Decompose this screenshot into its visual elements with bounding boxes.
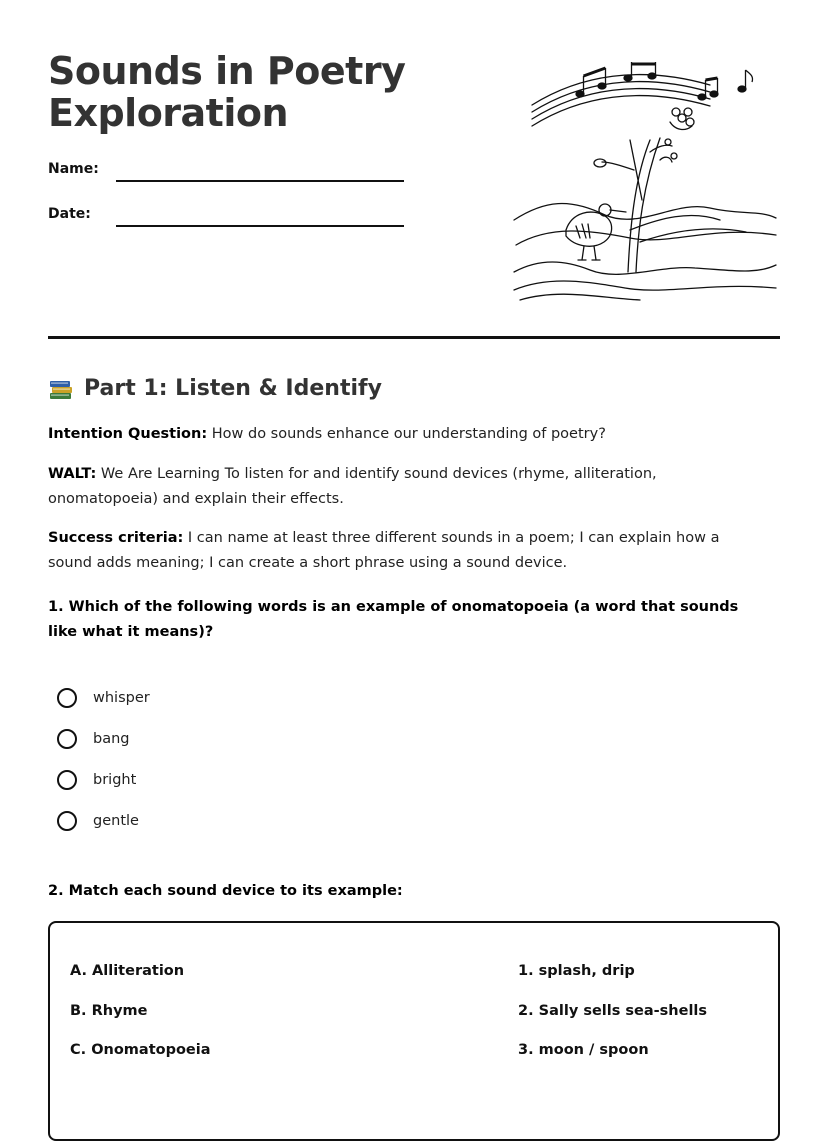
radio-button[interactable] [57, 729, 77, 749]
walt-label: WALT: [48, 466, 97, 482]
worksheet-title: Sounds in Poetry Exploration [48, 49, 406, 135]
question-2: 2. Match each sound device to its example: [48, 883, 403, 899]
device-onomatopoeia: C. Onomatopoeia [70, 1042, 211, 1058]
date-field[interactable] [48, 205, 408, 229]
bird-music-illustration [510, 60, 780, 310]
part1-heading-text: Part 1: Listen & Identify [84, 376, 382, 401]
intention-text: How do sounds enhance our understanding of poetry? [211, 426, 606, 442]
device-rhyme: B. Rhyme [70, 1003, 148, 1019]
name-label: Name: [48, 161, 99, 177]
matching-box [48, 921, 780, 1141]
success-text: I can name at least three different sounds in a poem; I can explain how a sound adds meaning; I can create a short phrase using a sound device. [48, 530, 720, 571]
example-sally-sells: 2. Sally sells sea-shells [518, 1003, 708, 1019]
date-label: Date: [48, 206, 91, 222]
device-alliteration: A. Alliteration [70, 963, 185, 979]
name-field[interactable] [48, 160, 408, 184]
part1-heading [48, 373, 382, 405]
date-line[interactable] [116, 225, 404, 227]
radio-button[interactable] [57, 811, 77, 831]
success-criteria [48, 526, 768, 576]
q1-option-whisper[interactable] [57, 685, 150, 711]
radio-button[interactable] [57, 688, 77, 708]
intention-question [48, 422, 768, 447]
option-label: bright [93, 772, 137, 788]
option-label: gentle [93, 813, 139, 829]
name-line[interactable] [116, 180, 404, 182]
radio-button[interactable] [57, 770, 77, 790]
books-icon [48, 376, 74, 402]
section-divider [48, 336, 780, 339]
example-moon-spoon: 3. moon / spoon [518, 1042, 649, 1058]
q1-option-bright[interactable] [57, 767, 136, 793]
walt-statement [48, 462, 768, 512]
example-splash-drip: 1. splash, drip [518, 963, 635, 979]
question-1: 1. Which of the following words is an example of onomatopoeia (a word that sounds like what it means)? [48, 599, 739, 640]
option-label: bang [93, 731, 130, 747]
success-label: Success criteria: [48, 530, 184, 546]
intention-label: Intention Question: [48, 426, 208, 442]
walt-text: We Are Learning To listen for and identify sound devices (rhyme, alliteration, onomatopoeia) and explain their effects. [48, 466, 657, 507]
q1-option-bang[interactable] [57, 726, 129, 752]
option-label: whisper [93, 690, 150, 706]
q1-option-gentle[interactable] [57, 808, 139, 834]
